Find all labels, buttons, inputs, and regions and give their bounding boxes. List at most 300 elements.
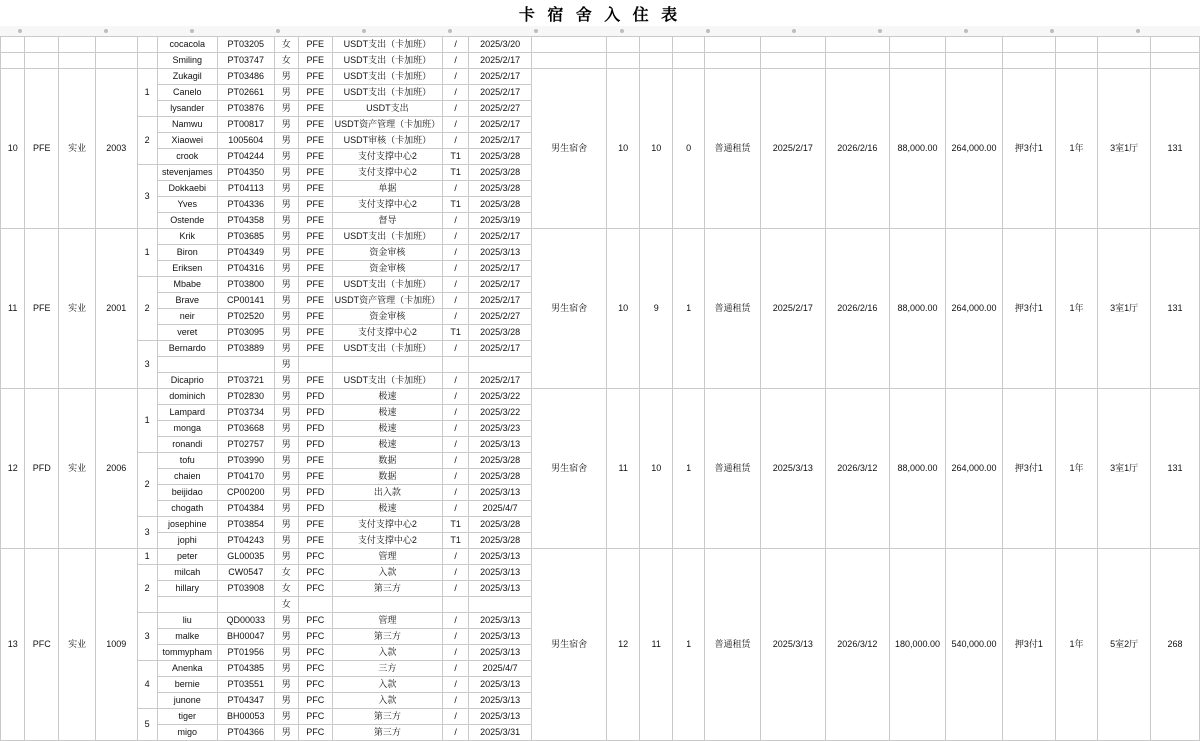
cell-resident-flag[interactable]: / [443,181,469,197]
cell-start-date[interactable]: 2025/3/13 [761,389,826,549]
column-resize-handle[interactable] [276,29,280,33]
cell-resident-remark[interactable]: 极速 [332,501,443,517]
cell-resident-flag[interactable]: T1 [443,325,469,341]
cell-resident-gender[interactable]: 男 [274,101,298,117]
cell-resident-gender[interactable]: 男 [274,309,298,325]
cell-group-index[interactable]: 3 [137,165,157,229]
cell-resident-flag[interactable]: / [443,485,469,501]
cell-rent-type[interactable]: 普通租赁 [704,69,760,229]
cell-resident-code[interactable]: PT03486 [217,69,274,85]
cell-resident-gender[interactable]: 女 [274,53,298,69]
cell-area[interactable]: 268 [1150,549,1199,741]
cell-resident-dept[interactable]: PFC [298,565,332,581]
cell-resident-remark[interactable]: 入款 [332,677,443,693]
cell-resident-date[interactable]: 2025/2/17 [469,277,532,293]
cell-resident-dept[interactable]: PFE [298,373,332,389]
cell-resident-flag[interactable]: / [443,581,469,597]
cell-end-date[interactable]: 2026/3/12 [825,549,890,741]
cell-resident-name[interactable]: Brave [157,293,217,309]
cell-resident-dept[interactable]: PFE [298,229,332,245]
cell-blank[interactable] [1,37,25,53]
column-resize-handle[interactable] [190,29,194,33]
cell-resident-code[interactable]: PT03668 [217,421,274,437]
cell-group-index[interactable]: 3 [137,341,157,389]
cell-total-amount[interactable]: 264,000.00 [945,229,1002,389]
cell-area[interactable]: 131 [1150,229,1199,389]
column-resize-handle[interactable] [878,29,882,33]
cell-resident-date[interactable]: 2025/2/17 [469,133,532,149]
cell-resident-name[interactable]: malke [157,629,217,645]
cell-resident-remark[interactable]: 支付支撑中心2 [332,517,443,533]
cell-resident-flag[interactable]: / [443,405,469,421]
cell-resident-flag[interactable]: T1 [443,517,469,533]
cell-resident-date[interactable]: 2025/3/22 [469,405,532,421]
cell-resident-date[interactable]: 2025/3/13 [469,645,532,661]
cell-blank[interactable] [1150,53,1199,69]
cell-rent-type[interactable]: 普通租赁 [704,229,760,389]
cell-layout[interactable]: 3室1厅 [1098,229,1151,389]
cell-resident-flag[interactable]: / [443,501,469,517]
cell-resident-name[interactable]: Ostende [157,213,217,229]
cell-resident-dept[interactable]: PFC [298,581,332,597]
cell-resident-name[interactable]: dominich [157,389,217,405]
cell-resident-remark[interactable]: 单据 [332,181,443,197]
grid-scroll-area[interactable] [0,36,1200,737]
cell-resident-date[interactable]: 2025/3/23 [469,421,532,437]
cell-resident-gender[interactable]: 男 [274,725,298,741]
cell-resident-code[interactable]: PT03908 [217,581,274,597]
cell-capacity[interactable]: 10 [607,69,640,229]
cell-resident-name[interactable]: liu [157,613,217,629]
cell-resident-dept[interactable]: PFC [298,613,332,629]
cell-resident-flag[interactable] [443,597,469,613]
cell-resident-dept[interactable]: PFC [298,677,332,693]
cell-resident-remark[interactable]: 第三方 [332,581,443,597]
cell-group-index[interactable]: 4 [137,661,157,709]
cell-resident-flag[interactable]: / [443,645,469,661]
cell-resident-code[interactable]: PT04316 [217,261,274,277]
cell-rent-type[interactable]: 普通租赁 [704,549,760,741]
cell-resident-dept[interactable]: PFE [298,37,332,53]
cell-resident-date[interactable]: 2025/3/13 [469,629,532,645]
cell-blank[interactable] [825,37,890,53]
cell-resident-gender[interactable]: 男 [274,293,298,309]
cell-group-index[interactable]: 5 [137,709,157,741]
cell-blank[interactable] [1055,53,1098,69]
cell-resident-remark[interactable]: 入款 [332,693,443,709]
column-resize-handle[interactable] [1050,29,1054,33]
cell-resident-code[interactable]: PT04244 [217,149,274,165]
cell-group-index[interactable]: 2 [137,117,157,165]
cell-resident-code[interactable]: QD00033 [217,613,274,629]
cell-resident-code[interactable]: PT04350 [217,165,274,181]
cell-resident-remark[interactable]: 支付支撑中心2 [332,197,443,213]
cell-resident-dept[interactable]: PFD [298,389,332,405]
cell-payment-term[interactable]: 押3付1 [1003,69,1056,229]
cell-blank[interactable] [1,53,25,69]
cell-resident-gender[interactable]: 男 [274,373,298,389]
cell-resident-dept[interactable]: PFE [298,149,332,165]
cell-resident-name[interactable]: stevenjames [157,165,217,181]
cell-resident-date[interactable]: 2025/2/27 [469,309,532,325]
cell-resident-date[interactable]: 2025/3/13 [469,709,532,725]
cell-resident-flag[interactable]: / [443,421,469,437]
cell-resident-remark[interactable]: USDT资产管理（卡加班） [332,117,443,133]
cell-resident-gender[interactable]: 男 [274,453,298,469]
cell-blank[interactable] [1098,37,1151,53]
cell-resident-remark[interactable]: 资金审核 [332,245,443,261]
table-row[interactable] [1,69,1200,85]
cell-blank[interactable] [761,53,826,69]
cell-resident-date[interactable]: 2025/3/28 [469,533,532,549]
cell-resident-remark[interactable]: 支付支撑中心2 [332,533,443,549]
cell-resident-name[interactable]: lysander [157,101,217,117]
cell-resident-gender[interactable]: 男 [274,389,298,405]
cell-resident-date[interactable]: 2025/3/28 [469,197,532,213]
cell-resident-date[interactable]: 2025/2/17 [469,293,532,309]
cell-resident-date[interactable] [469,357,532,373]
cell-layout[interactable]: 3室1厅 [1098,69,1151,229]
cell-resident-date[interactable]: 2025/3/28 [469,453,532,469]
cell-rent-type[interactable]: 普通租赁 [704,389,760,549]
cell-resident-name[interactable]: veret [157,325,217,341]
cell-resident-code[interactable]: PT04336 [217,197,274,213]
cell-blank[interactable] [1003,37,1056,53]
cell-resident-name[interactable]: Bernardo [157,341,217,357]
cell-resident-flag[interactable]: / [443,453,469,469]
table-row[interactable] [1,229,1200,245]
cell-resident-name[interactable]: bernie [157,677,217,693]
cell-resident-name[interactable]: Mbabe [157,277,217,293]
cell-resident-flag[interactable]: / [443,213,469,229]
cell-blank[interactable] [25,53,59,69]
cell-resident-gender[interactable]: 男 [274,213,298,229]
cell-resident-name[interactable]: Xiaowei [157,133,217,149]
cell-resident-remark[interactable]: USDT支出（卡加班） [332,69,443,85]
cell-resident-flag[interactable]: / [443,293,469,309]
cell-resident-date[interactable]: 2025/3/13 [469,565,532,581]
column-resize-handle[interactable] [18,29,22,33]
cell-deposit[interactable]: 88,000.00 [890,229,946,389]
cell-payment-term[interactable]: 押3付1 [1003,229,1056,389]
cell-payment-term[interactable]: 押3付1 [1003,389,1056,549]
cell-resident-dept[interactable]: PFD [298,437,332,453]
cell-occupied[interactable]: 11 [640,549,673,741]
cell-resident-code[interactable] [217,357,274,373]
table-row[interactable] [1,37,1200,53]
cell-resident-code[interactable]: PT03747 [217,53,274,69]
cell-resident-flag[interactable]: / [443,549,469,565]
cell-company-type[interactable]: 实业 [59,229,96,389]
cell-resident-gender[interactable]: 男 [274,261,298,277]
cell-resident-code[interactable]: PT00817 [217,117,274,133]
cell-occupied[interactable]: 9 [640,229,673,389]
cell-blank[interactable] [945,53,1002,69]
cell-blank[interactable] [137,37,157,53]
cell-dorm-type[interactable]: 男生宿舍 [532,229,607,389]
cell-resident-date[interactable]: 2025/3/13 [469,245,532,261]
cell-resident-dept[interactable]: PFE [298,85,332,101]
cell-resident-gender[interactable]: 男 [274,165,298,181]
cell-resident-remark[interactable]: 支付支撑中心2 [332,325,443,341]
cell-resident-dept[interactable]: PFE [298,245,332,261]
cell-resident-code[interactable]: PT04349 [217,245,274,261]
cell-resident-dept[interactable] [298,597,332,613]
cell-resident-name[interactable]: hillary [157,581,217,597]
cell-resident-date[interactable]: 2025/3/28 [469,517,532,533]
cell-occupied[interactable]: 10 [640,389,673,549]
cell-resident-dept[interactable]: PFD [298,421,332,437]
cell-start-date[interactable]: 2025/3/13 [761,549,826,741]
cell-resident-name[interactable]: beijidao [157,485,217,501]
cell-total-amount[interactable]: 264,000.00 [945,389,1002,549]
cell-resident-remark[interactable] [332,357,443,373]
cell-resident-flag[interactable]: / [443,373,469,389]
cell-resident-name[interactable]: jophi [157,533,217,549]
cell-resident-gender[interactable]: 男 [274,277,298,293]
cell-resident-dept[interactable]: PFE [298,469,332,485]
cell-resident-date[interactable] [469,597,532,613]
cell-resident-code[interactable]: PT02520 [217,309,274,325]
cell-resident-remark[interactable]: 极速 [332,389,443,405]
cell-resident-dept[interactable]: PFE [298,309,332,325]
cell-blank[interactable] [532,53,607,69]
cell-end-date[interactable]: 2026/2/16 [825,229,890,389]
cell-resident-gender[interactable]: 男 [274,629,298,645]
cell-blank[interactable] [640,53,673,69]
cell-vacant[interactable]: 1 [673,389,705,549]
cell-blank[interactable] [673,53,705,69]
cell-resident-gender[interactable]: 男 [274,693,298,709]
cell-resident-flag[interactable]: / [443,309,469,325]
cell-resident-dept[interactable]: PFE [298,533,332,549]
cell-resident-code[interactable]: PT02661 [217,85,274,101]
cell-resident-dept[interactable]: PFE [298,181,332,197]
cell-blank[interactable] [95,53,137,69]
cell-resident-name[interactable]: chogath [157,501,217,517]
cell-resident-code[interactable]: PT03800 [217,277,274,293]
cell-blank[interactable] [1098,53,1151,69]
cell-blank[interactable] [1055,37,1098,53]
cell-resident-name[interactable]: migo [157,725,217,741]
cell-resident-flag[interactable]: / [443,37,469,53]
cell-resident-dept[interactable]: PFC [298,549,332,565]
cell-resident-gender[interactable]: 男 [274,677,298,693]
cell-resident-dept[interactable]: PFD [298,501,332,517]
cell-vacant[interactable]: 1 [673,549,705,741]
cell-resident-remark[interactable]: USDT资产管理（卡加班） [332,293,443,309]
cell-resident-date[interactable]: 2025/3/20 [469,37,532,53]
cell-resident-gender[interactable]: 男 [274,421,298,437]
cell-room-number[interactable]: 1009 [95,549,137,741]
cell-resident-remark[interactable]: 三方 [332,661,443,677]
cell-resident-code[interactable]: PT04243 [217,533,274,549]
cell-resident-name[interactable]: peter [157,549,217,565]
cell-resident-dept[interactable]: PFC [298,645,332,661]
cell-resident-name[interactable]: tommypham [157,645,217,661]
cell-resident-remark[interactable]: 第三方 [332,629,443,645]
cell-resident-remark[interactable]: 资金审核 [332,309,443,325]
cell-resident-gender[interactable]: 男 [274,645,298,661]
cell-resident-name[interactable]: Yves [157,197,217,213]
cell-resident-dept[interactable]: PFE [298,53,332,69]
column-resize-handle[interactable] [362,29,366,33]
cell-resident-flag[interactable]: / [443,53,469,69]
table-row[interactable] [1,389,1200,405]
cell-resident-remark[interactable]: 数据 [332,469,443,485]
cell-resident-date[interactable]: 2025/3/31 [469,725,532,741]
cell-resident-name[interactable]: neir [157,309,217,325]
cell-resident-flag[interactable]: / [443,469,469,485]
cell-resident-date[interactable]: 2025/3/19 [469,213,532,229]
cell-resident-remark[interactable]: USDT支出（卡加班） [332,373,443,389]
column-resize-handle[interactable] [1136,29,1140,33]
cell-resident-date[interactable]: 2025/4/7 [469,661,532,677]
cell-resident-gender[interactable]: 男 [274,117,298,133]
cell-company[interactable]: PFE [25,229,59,389]
cell-resident-remark[interactable]: 管理 [332,613,443,629]
cell-resident-code[interactable]: PT04170 [217,469,274,485]
cell-capacity[interactable]: 11 [607,389,640,549]
cell-resident-flag[interactable]: / [443,261,469,277]
cell-resident-remark[interactable]: USDT支出 [332,101,443,117]
cell-group-index[interactable]: 2 [137,565,157,613]
cell-resident-name[interactable]: Canelo [157,85,217,101]
cell-resident-remark[interactable]: 出入款 [332,485,443,501]
cell-resident-flag[interactable]: / [443,677,469,693]
cell-resident-dept[interactable]: PFC [298,709,332,725]
cell-resident-code[interactable]: PT04385 [217,661,274,677]
cell-resident-date[interactable]: 2025/3/28 [469,469,532,485]
cell-blank[interactable] [59,53,96,69]
cell-resident-flag[interactable]: / [443,245,469,261]
cell-resident-dept[interactable]: PFC [298,693,332,709]
cell-resident-name[interactable] [157,357,217,373]
cell-resident-remark[interactable]: 极速 [332,405,443,421]
cell-resident-flag[interactable]: / [443,277,469,293]
cell-blank[interactable] [532,37,607,53]
cell-resident-remark[interactable]: 支付支撑中心2 [332,165,443,181]
cell-resident-remark[interactable]: 极速 [332,437,443,453]
cell-company-type[interactable]: 实业 [59,549,96,741]
cell-resident-remark[interactable]: 入款 [332,565,443,581]
cell-resident-code[interactable]: PT04384 [217,501,274,517]
cell-resident-code[interactable]: PT03551 [217,677,274,693]
cell-resident-dept[interactable]: PFE [298,69,332,85]
cell-resident-code[interactable]: PT04113 [217,181,274,197]
cell-resident-remark[interactable] [332,597,443,613]
cell-resident-code[interactable]: PT04347 [217,693,274,709]
cell-resident-gender[interactable]: 男 [274,133,298,149]
cell-resident-dept[interactable]: PFE [298,213,332,229]
cell-resident-code[interactable]: PT03721 [217,373,274,389]
cell-layout[interactable]: 3室1厅 [1098,389,1151,549]
cell-resident-dept[interactable]: PFE [298,197,332,213]
cell-resident-gender[interactable]: 男 [274,437,298,453]
cell-resident-flag[interactable]: / [443,101,469,117]
cell-resident-gender[interactable]: 男 [274,469,298,485]
cell-resident-name[interactable]: ronandi [157,437,217,453]
cell-resident-code[interactable]: PT02757 [217,437,274,453]
cell-resident-name[interactable]: Biron [157,245,217,261]
column-resize-handle[interactable] [620,29,624,33]
cell-resident-code[interactable]: BH00053 [217,709,274,725]
cell-resident-remark[interactable]: 支付支撑中心2 [332,149,443,165]
cell-resident-date[interactable]: 2025/3/13 [469,677,532,693]
cell-resident-code[interactable]: PT03095 [217,325,274,341]
cell-resident-dept[interactable]: PFE [298,517,332,533]
column-resize-handle[interactable] [448,29,452,33]
cell-resident-gender[interactable]: 男 [274,613,298,629]
cell-resident-remark[interactable]: 督导 [332,213,443,229]
cell-resident-name[interactable]: monga [157,421,217,437]
cell-start-date[interactable]: 2025/2/17 [761,69,826,229]
cell-deposit[interactable]: 88,000.00 [890,69,946,229]
cell-resident-dept[interactable]: PFE [298,117,332,133]
cell-resident-date[interactable]: 2025/3/28 [469,149,532,165]
cell-vacant[interactable]: 1 [673,229,705,389]
cell-resident-code[interactable]: CP00141 [217,293,274,309]
cell-resident-date[interactable]: 2025/3/22 [469,389,532,405]
cell-group-index[interactable]: 3 [137,613,157,661]
cell-resident-name[interactable]: junone [157,693,217,709]
cell-resident-date[interactable]: 2025/3/13 [469,581,532,597]
cell-resident-gender[interactable]: 女 [274,565,298,581]
cell-resident-date[interactable]: 2025/3/13 [469,613,532,629]
cell-resident-gender[interactable]: 男 [274,533,298,549]
cell-lease-duration[interactable]: 1年 [1055,69,1098,229]
cell-start-date[interactable]: 2025/2/17 [761,229,826,389]
cell-company-type[interactable]: 实业 [59,69,96,229]
cell-resident-code[interactable]: CP00200 [217,485,274,501]
cell-capacity[interactable]: 12 [607,549,640,741]
cell-blank[interactable] [890,53,946,69]
cell-group-index[interactable]: 1 [137,549,157,565]
cell-resident-date[interactable]: 2025/3/13 [469,485,532,501]
cell-resident-remark[interactable]: 管理 [332,549,443,565]
cell-resident-gender[interactable]: 女 [274,581,298,597]
cell-resident-code[interactable]: PT03889 [217,341,274,357]
cell-total-amount[interactable]: 264,000.00 [945,69,1002,229]
cell-resident-name[interactable]: tofu [157,453,217,469]
cell-occupied[interactable]: 10 [640,69,673,229]
cell-resident-remark[interactable]: USDT支出（卡加班） [332,53,443,69]
cell-resident-dept[interactable]: PFE [298,261,332,277]
cell-blank[interactable] [95,37,137,53]
cell-resident-code[interactable]: PT03876 [217,101,274,117]
cell-resident-code[interactable]: PT03990 [217,453,274,469]
cell-lease-duration[interactable]: 1年 [1055,229,1098,389]
cell-resident-remark[interactable]: USDT支出（卡加班） [332,341,443,357]
cell-resident-date[interactable]: 2025/3/28 [469,325,532,341]
cell-resident-flag[interactable]: / [443,117,469,133]
table-row[interactable] [1,53,1200,69]
cell-resident-dept[interactable]: PFE [298,101,332,117]
cell-resident-gender[interactable]: 男 [274,405,298,421]
cell-area[interactable]: 131 [1150,69,1199,229]
cell-resident-gender[interactable]: 男 [274,69,298,85]
cell-company-type[interactable]: 实业 [59,389,96,549]
cell-resident-code[interactable]: BH00047 [217,629,274,645]
cell-resident-date[interactable]: 2025/3/13 [469,549,532,565]
cell-group-index[interactable]: 2 [137,277,157,341]
cell-resident-gender[interactable]: 男 [274,517,298,533]
cell-resident-dept[interactable]: PFC [298,725,332,741]
cell-resident-name[interactable]: Smiling [157,53,217,69]
cell-blank[interactable] [673,37,705,53]
cell-resident-code[interactable] [217,597,274,613]
cell-resident-code[interactable]: PT02830 [217,389,274,405]
